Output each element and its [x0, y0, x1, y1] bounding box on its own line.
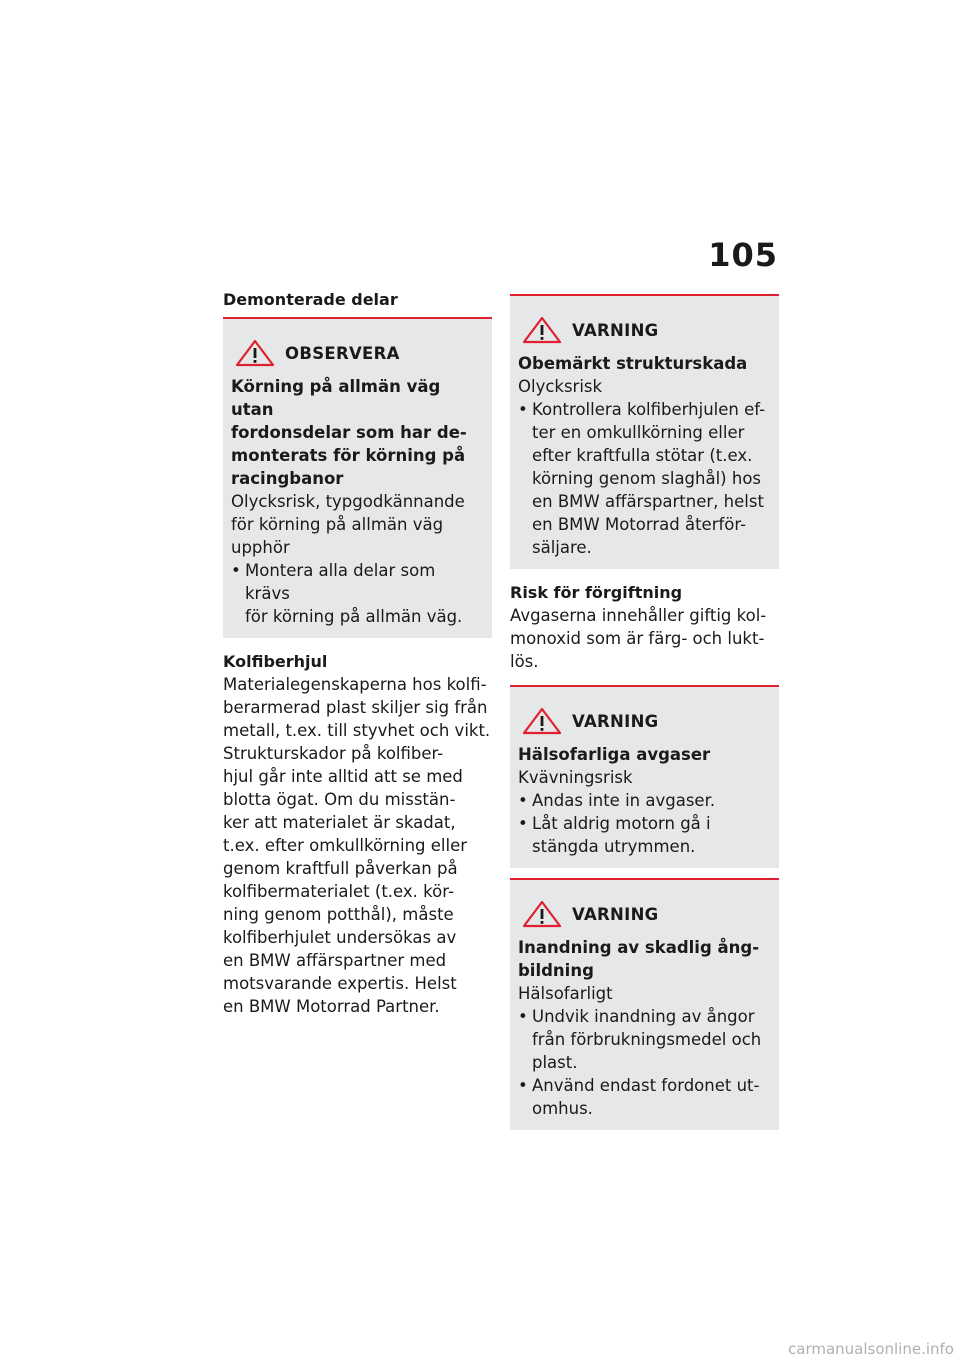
notice-header: [518, 900, 771, 928]
notice-bullets: [518, 789, 771, 858]
bullet-item: • Låt aldrig motorn gå i stängda utrymmen.: [518, 812, 771, 858]
notice-label: VARNING: [572, 320, 659, 340]
warning-triangle-icon: [522, 900, 562, 928]
notice-title: Hälsofarliga avgaser: [518, 745, 711, 764]
notice-label: VARNING: [572, 904, 659, 924]
notice-title: Inandning av skadlig ång- bildning: [518, 938, 760, 980]
bullet-item: • Montera alla delar som krävs för körning på allmän väg.: [231, 559, 484, 628]
page-number: 105: [708, 236, 778, 274]
notice-box-exhaust-gases: [510, 685, 779, 868]
warning-triangle-icon: [522, 316, 562, 344]
warning-triangle-icon: [235, 339, 275, 367]
notice-label: VARNING: [572, 711, 659, 731]
watermark-footer: carmanualsonline.info: [788, 1340, 954, 1358]
paragraph-carbon-wheels: Materialegenskaperna hos kolfi- berarmerad plast skiljer sig från metall, t.ex. till styvhet och vikt. Strukturskador på kolfiber- hjul går inte alltid att se med blotta ögat. Om du misstän- ker att materialet är skadat, t.ex. efter omkullkörning eller genom kraftfull påverkan på kolfibermaterialet (t.ex. kör- ning genom potthål), måste kolfiberhjulet undersökas av en BMW affärspartner med motsvarande expertis. Helst en BMW Motorrad Partner.: [223, 675, 491, 1016]
notice-box-observera: [223, 317, 492, 638]
section-heading-poisoning: Risk för förgiftning: [510, 583, 683, 602]
notice-bullets: [518, 1005, 771, 1120]
notice-risk: Olycksrisk, typgodkännande för körning på allmän väg upphör: [231, 492, 465, 557]
notice-bullets: [231, 559, 484, 628]
notice-bullets: [518, 398, 771, 559]
notice-header: [231, 339, 484, 367]
notice-title: Obemärkt strukturskada: [518, 354, 748, 373]
notice-header: [518, 316, 771, 344]
left-column: [223, 288, 492, 1018]
notice-risk: Kvävningsrisk: [518, 768, 633, 787]
bullet-item: • Andas inte in avgaser.: [518, 789, 771, 812]
bullet-item: • Undvik inandning av ångor från förbrukningsmedel och plast.: [518, 1005, 771, 1074]
notice-risk: Olycksrisk: [518, 377, 603, 396]
paragraph-poisoning: Avgaserna innehåller giftig kol- monoxid som är färg- och lukt- lös.: [510, 606, 767, 671]
notice-risk: Hälsofarligt: [518, 984, 613, 1003]
section-heading-carbon-wheels: Kolfiberhjul: [223, 652, 328, 671]
bullet-item: • Kontrollera kolfiberhjulen ef- ter en omkullkörning eller efter kraftfulla stötar (t.ex. körning genom slaghål) hos en BMW affärspartner, helst en BMW Motorrad återför- säljare.: [518, 398, 771, 559]
notice-header: [518, 707, 771, 735]
notice-title: Körning på allmän väg utan fordonsdelar som har de- monterats för körning på racingbanor: [231, 377, 467, 488]
section-heading-removed-parts: Demonterade delar: [223, 290, 398, 309]
notice-label: OBSERVERA: [285, 343, 400, 363]
notice-box-structural-damage: [510, 294, 779, 569]
notice-box-vapor-inhalation: [510, 878, 779, 1130]
warning-triangle-icon: [522, 707, 562, 735]
bullet-item: • Använd endast fordonet ut- omhus.: [518, 1074, 771, 1120]
right-column: [510, 294, 779, 1130]
